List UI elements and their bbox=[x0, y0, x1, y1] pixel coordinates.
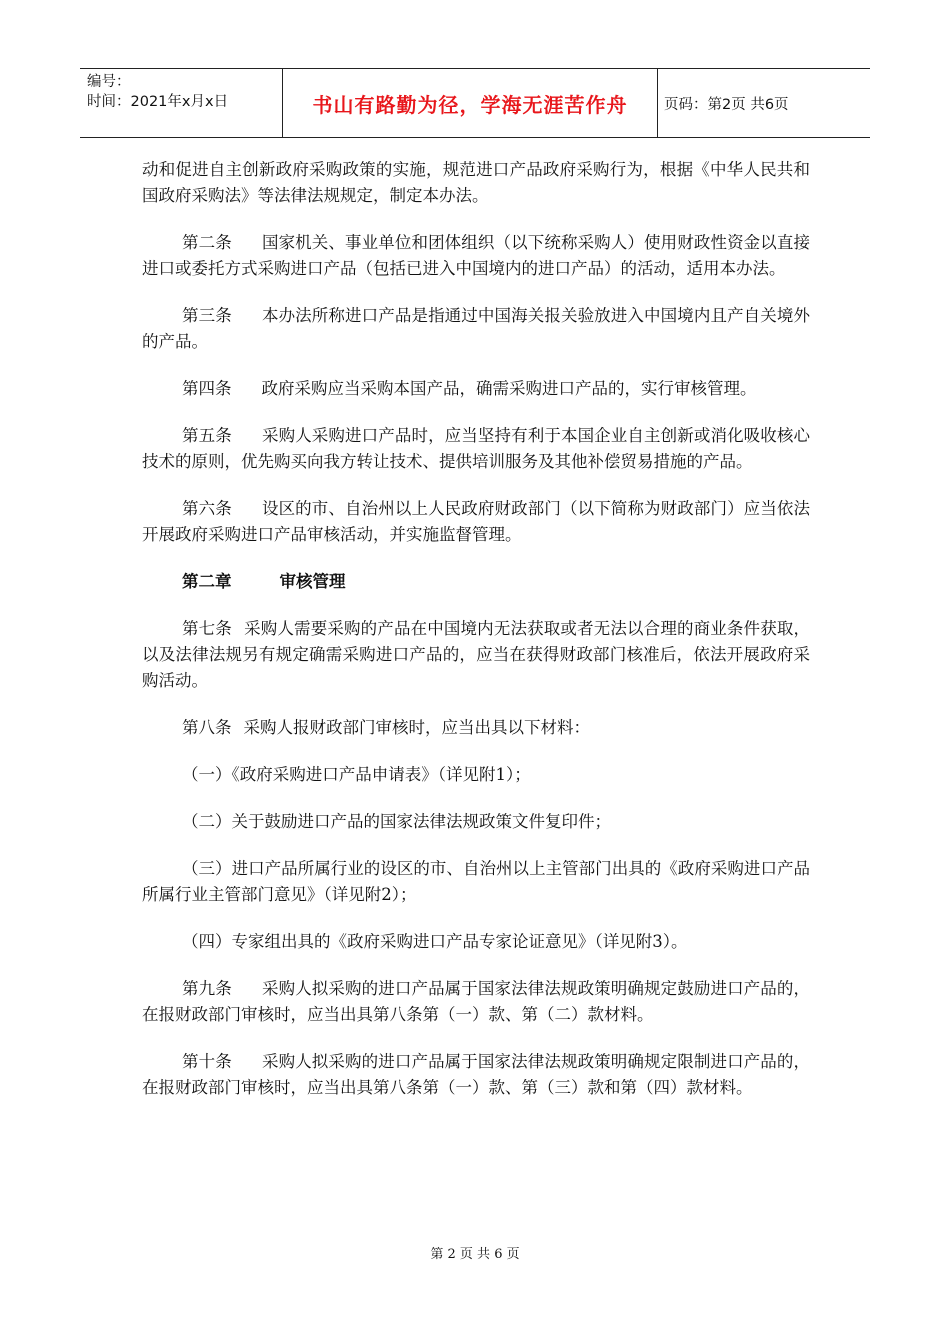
article-text: 采购人报财政部门审核时，应当出具以下材料： bbox=[243, 718, 590, 737]
page-footer: 第 2 页 共 6 页 bbox=[430, 1247, 520, 1262]
paragraph-continued: 动和促进自主创新政府采购政策的实施，规范进口产品政府采购行为，根据《中华人民共和国政府采购法》等法律法规规定，制定本办法。 bbox=[142, 160, 810, 205]
article-title: 第六条 bbox=[182, 499, 232, 518]
article-title: 第七条 bbox=[182, 619, 232, 638]
article-text: 采购人需要采购的产品在中国境内无法获取或者无法以合理的商业条件获取，以及法律法规另有规定确需采购进口产品的，应当在获得财政部门核准后，依法开展政府采购活动。 bbox=[142, 619, 811, 690]
article-2 bbox=[142, 230, 810, 282]
chapter-heading bbox=[142, 569, 810, 595]
article-text: 本办法所称进口产品是指通过中国海关报关验放进入中国境内且产自关境外的产品。 bbox=[142, 306, 811, 351]
article-4 bbox=[142, 376, 810, 402]
number-label: 编号： bbox=[87, 74, 131, 90]
list-item-2: （二）关于鼓励进口产品的国家法律法规政策文件复印件； bbox=[182, 812, 611, 831]
article-3 bbox=[142, 303, 810, 355]
article-title: 第四条 bbox=[182, 379, 232, 398]
list-item-3: （三）进口产品所属行业的设区的市、自治州以上主管部门出具的《政府采购进口产品所属行业主管部门意见》（详见附2）； bbox=[142, 859, 810, 904]
motto: 书山有路勤为径，学海无涯苦作舟 bbox=[312, 92, 628, 117]
article-title: 第三条 bbox=[182, 306, 232, 325]
article-9 bbox=[142, 976, 810, 1028]
list-item-1: （一）《政府采购进口产品申请表》（详见附1）； bbox=[182, 765, 531, 784]
header-meta bbox=[80, 69, 283, 137]
article-title: 第九条 bbox=[182, 979, 232, 998]
article-title: 第八条 bbox=[182, 718, 232, 737]
article-title: 第二条 bbox=[182, 233, 232, 252]
header-table bbox=[80, 68, 870, 138]
article-10 bbox=[142, 1049, 810, 1101]
time-label: 时间：2021年x月x日 bbox=[87, 94, 229, 110]
chapter-title: 审核管理 bbox=[279, 572, 346, 591]
article-5 bbox=[142, 423, 810, 475]
list-item-4: （四）专家组出具的《政府采购进口产品专家论证意见》（详见附3）。 bbox=[182, 932, 688, 951]
article-text: 采购人拟采购的进口产品属于国家法律法规政策明确规定限制进口产品的，在报财政部门审核时，应当出具第八条第（一）款、第（三）款和第（四）款材料。 bbox=[142, 1052, 811, 1097]
article-text: 政府采购应当采购本国产品，确需采购进口产品的，实行审核管理。 bbox=[261, 379, 757, 398]
article-text: 国家机关、事业单位和团体组织（以下统称采购人）使用财政性资金以直接进口或委托方式采购进口产品（包括已进入中国境内的进口产品）的活动，适用本办法。 bbox=[142, 233, 811, 278]
article-title: 第十条 bbox=[182, 1052, 232, 1071]
article-7 bbox=[142, 616, 810, 694]
article-8 bbox=[142, 715, 810, 741]
page-label: 页码：第2页 共6页 bbox=[664, 96, 789, 113]
article-6 bbox=[142, 496, 810, 548]
header-motto-cell bbox=[283, 69, 658, 137]
chapter-number: 第二章 bbox=[182, 572, 232, 591]
article-text: 采购人拟采购的进口产品属于国家法律法规政策明确规定鼓励进口产品的，在报财政部门审核时，应当出具第八条第（一）款、第（二）款材料。 bbox=[142, 979, 811, 1024]
article-title: 第五条 bbox=[182, 426, 232, 445]
header-page-cell bbox=[658, 69, 870, 137]
article-text: 设区的市、自治州以上人民政府财政部门（以下简称为财政部门）应当依法开展政府采购进口产品审核活动，并实施监督管理。 bbox=[142, 499, 811, 544]
article-text: 采购人采购进口产品时，应当坚持有利于本国企业自主创新或消化吸收核心技术的原则，优先购买向我方转让技术、提供培训服务及其他补偿贸易措施的产品。 bbox=[142, 426, 811, 471]
document-body bbox=[142, 157, 810, 1122]
